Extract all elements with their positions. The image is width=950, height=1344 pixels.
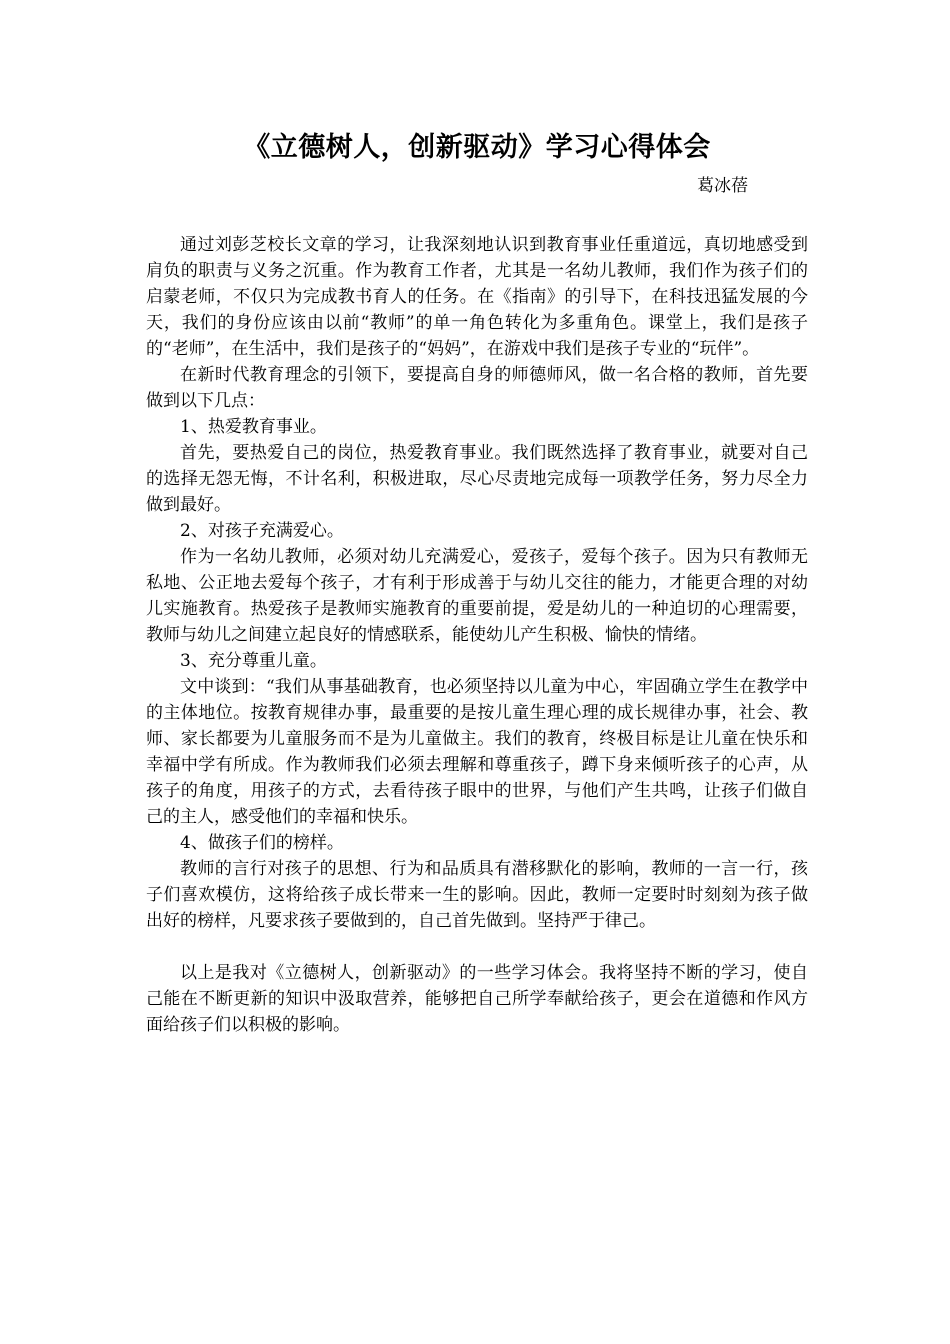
author-name: 葛冰蓓 <box>697 176 748 196</box>
point-body-3: 文中谈到：“我们从事基础教育，也必须坚持以儿童为中心，牢固确立学生在教学中的主体地位。按教育规律办事，最重要的是按儿童生理心理的成长规律办事，社会、教师、家长都要为儿童服务而不是为儿童做主。我们的教育，终极目标是让儿童在快乐和幸福中学有所成。作为教师我们必须去理解和尊重孩子，蹲下身来倾听孩子的心声，从孩子的角度，用孩子的方式，去看待孩子眼中的世界，与他们产生共鸣，让孩子们做自己的主人，感受他们的幸福和快乐。 <box>146 677 808 827</box>
point-heading-2: 2、对孩子充满爱心。 <box>180 521 344 541</box>
point-heading-3: 3、充分尊重儿童。 <box>180 651 327 671</box>
blank-line <box>146 934 808 960</box>
point-heading-4: 4、做孩子们的榜样。 <box>180 833 344 853</box>
document-page <box>146 128 808 1038</box>
point-heading-1: 1、热爱教育事业。 <box>180 417 327 437</box>
paragraph-conclusion: 以上是我对《立德树人，创新驱动》的一些学习体会。我将坚持不断的学习，使自己能在不断更新的知识中汲取营养，能够把自己所学奉献给孩子，更会在道德和作风方面给孩子们以积极的影响。 <box>146 963 808 1035</box>
paragraph-intro: 通过刘彭芝校长文章的学习，让我深刻地认识到教育事业任重道远，真切地感受到肩负的职责与义务之沉重。作为教育工作者，尤其是一名幼儿教师，我们作为孩子们的启蒙老师，不仅只为完成教书育人的任务。在《指南》的引导下，在科技迅猛发展的今天，我们的身份应该由以前“教师”的单一角色转化为多重角色。课堂上，我们是孩子的“老师”，在生活中，我们是孩子的“妈妈”，在游戏中我们是孩子专业的“玩伴”。 <box>146 235 808 359</box>
point-body-4: 教师的言行对孩子的思想、行为和品质具有潜移默化的影响，教师的一言一行，孩子们喜欢模仿，这将给孩子成长带来一生的影响。因此，教师一定要时时刻刻为孩子做出好的榜样，凡要求孩子要做到的，自己首先做到。坚持严于律己。 <box>146 859 808 931</box>
document-body <box>146 232 808 1038</box>
paragraph-lead-in: 在新时代教育理念的引领下，要提高自身的师德师风，做一名合格的教师，首先要做到以下几点： <box>146 365 808 411</box>
point-body-2: 作为一名幼儿教师，必须对幼儿充满爱心，爱孩子，爱每个孩子。因为只有教师无私地、公正地去爱每个孩子，才有利于形成善于与幼儿交往的能力，才能更合理的对幼儿实施教育。热爱孩子是教师实施教育的重要前提，爱是幼儿的一种迫切的心理需要，教师与幼儿之间建立起良好的情感联系，能使幼儿产生积极、愉快的情绪。 <box>146 547 808 645</box>
document-title: 《立德树人，创新驱动》学习心得体会 <box>243 132 711 163</box>
point-body-1: 首先，要热爱自己的岗位，热爱教育事业。我们既然选择了教育事业，就要对自己的选择无怨无悔，不计名利，积极进取，尽心尽责地完成每一项教学任务，努力尽全力做到最好。 <box>146 443 808 515</box>
